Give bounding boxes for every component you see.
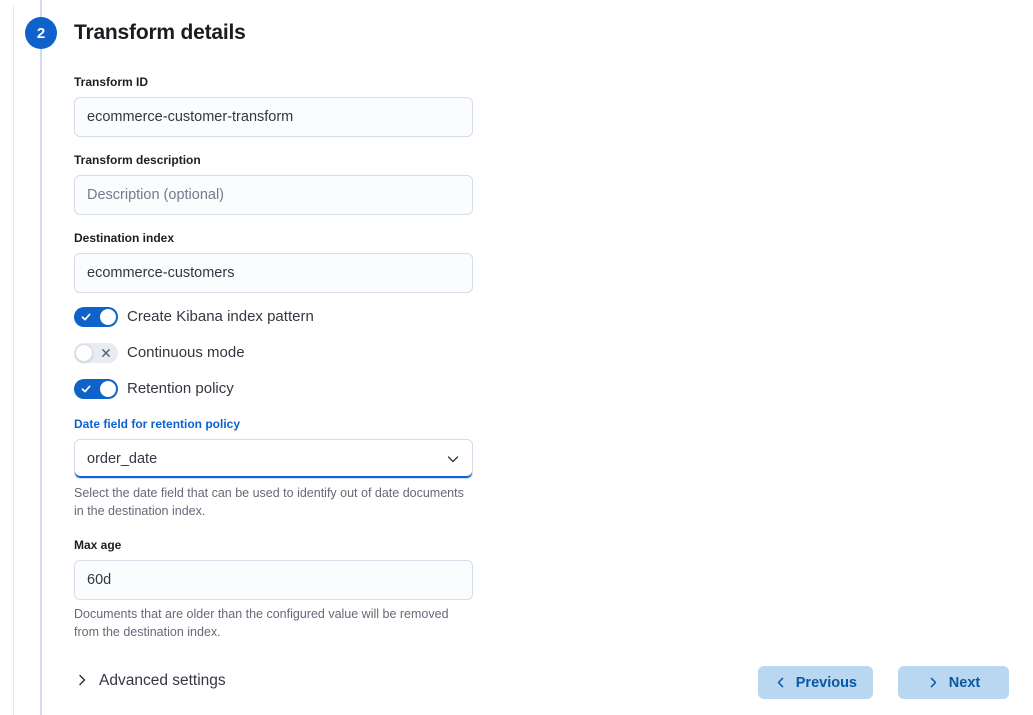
destination-index-row bbox=[74, 231, 474, 293]
max-age-row bbox=[74, 538, 474, 641]
chevron-down-icon bbox=[445, 451, 461, 467]
advanced-settings-accordion[interactable] bbox=[74, 670, 474, 691]
max-age-help-text: Documents that are older than the configured value will be removed from the destination index. bbox=[74, 607, 449, 640]
date-field-selected-value: order_date bbox=[87, 451, 158, 467]
transform-id-input[interactable] bbox=[74, 97, 473, 137]
previous-button[interactable] bbox=[758, 666, 873, 699]
date-field-select[interactable] bbox=[74, 439, 473, 479]
transform-description-row bbox=[74, 153, 474, 215]
panel-divider-line bbox=[13, 6, 14, 715]
destination-index-label: Destination index bbox=[74, 231, 175, 245]
toggle-row-retention-policy bbox=[74, 379, 474, 399]
check-icon bbox=[81, 384, 91, 394]
step-number: 2 bbox=[36, 24, 46, 42]
toggle-label: Continuous mode bbox=[127, 344, 245, 361]
toggle-label: Retention policy bbox=[127, 380, 234, 397]
date-field-row bbox=[74, 417, 474, 520]
transform-id-row bbox=[74, 75, 474, 137]
toggle-label: Create Kibana index pattern bbox=[127, 308, 314, 325]
create-index-pattern-toggle[interactable] bbox=[74, 307, 118, 327]
chevron-left-icon bbox=[774, 676, 787, 689]
next-button[interactable] bbox=[898, 666, 1009, 699]
wizard-nav-footer bbox=[758, 666, 1009, 699]
toggle-thumb bbox=[100, 381, 116, 397]
date-field-help-text: Select the date field that can be used to identify out of date documents in the destination index. bbox=[74, 486, 464, 519]
destination-index-input[interactable] bbox=[74, 253, 473, 293]
date-field-label: Date field for retention policy bbox=[74, 417, 241, 431]
transform-id-label: Transform ID bbox=[74, 75, 149, 89]
toggle-thumb bbox=[100, 309, 116, 325]
section-title: Transform details bbox=[74, 21, 246, 44]
toggle-row-continuous-mode bbox=[74, 343, 474, 363]
next-button-label: Next bbox=[948, 674, 981, 691]
chevron-right-icon bbox=[927, 676, 940, 689]
transform-description-label: Transform description bbox=[74, 153, 201, 167]
cross-icon bbox=[101, 348, 111, 358]
step-connector-line bbox=[40, 0, 42, 715]
step-number-badge bbox=[25, 17, 57, 49]
advanced-settings-label: Advanced settings bbox=[99, 671, 226, 689]
max-age-label: Max age bbox=[74, 538, 122, 553]
max-age-input[interactable] bbox=[74, 560, 473, 600]
transform-details-section bbox=[74, 0, 474, 691]
retention-policy-toggle[interactable] bbox=[74, 379, 118, 399]
toggle-group bbox=[74, 307, 474, 399]
check-icon bbox=[81, 312, 91, 322]
continuous-mode-toggle[interactable] bbox=[74, 343, 118, 363]
toggle-row-create-index-pattern bbox=[74, 307, 474, 327]
toggle-thumb bbox=[75, 344, 93, 362]
transform-description-input[interactable] bbox=[74, 175, 473, 215]
previous-button-label: Previous bbox=[795, 674, 857, 691]
chevron-right-icon bbox=[74, 672, 90, 688]
